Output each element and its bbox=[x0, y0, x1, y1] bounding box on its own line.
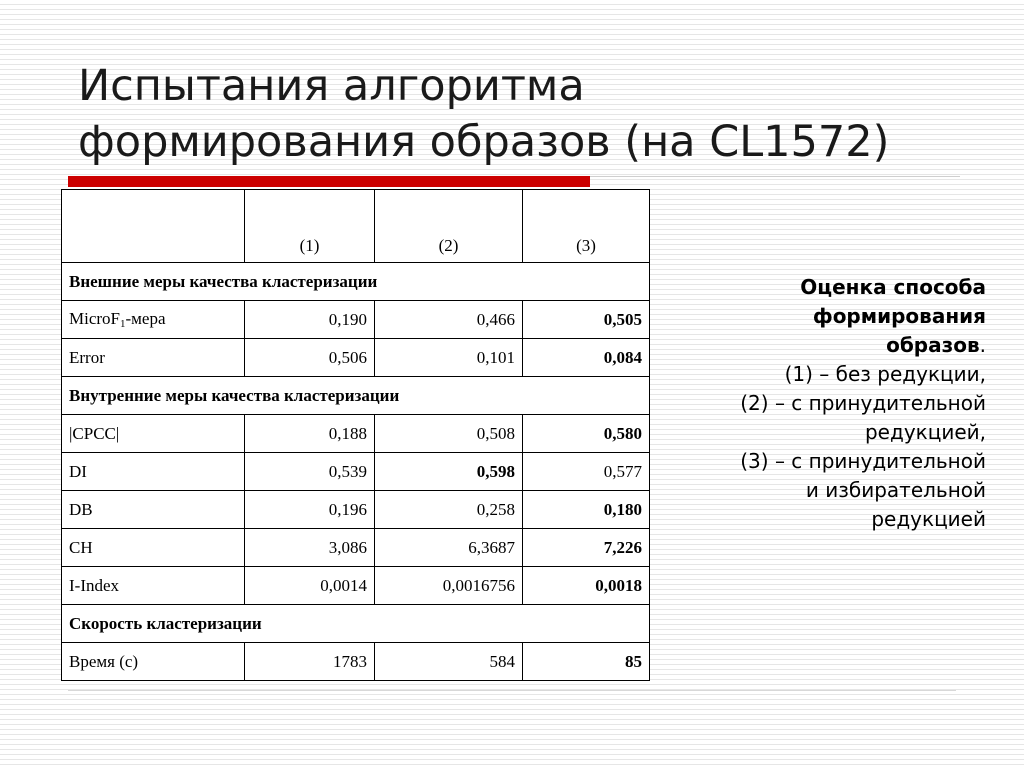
value-cell-best: 0,0018 bbox=[523, 567, 650, 605]
side-note-line: и избирательной bbox=[805, 478, 986, 502]
value-cell: 0,190 bbox=[245, 301, 375, 339]
side-note-period: . bbox=[979, 333, 986, 357]
bottom-divider bbox=[68, 690, 956, 691]
value-cell: 0,0016756 bbox=[375, 567, 523, 605]
table-row bbox=[62, 567, 650, 605]
header-cell-empty bbox=[62, 190, 245, 263]
value-cell: 0,0014 bbox=[245, 567, 375, 605]
side-note-line: редукцией bbox=[871, 507, 986, 531]
value-cell-best: 0,505 bbox=[523, 301, 650, 339]
side-note-heading-1: Оценка способа bbox=[800, 275, 986, 299]
row-label: Время (с) bbox=[62, 643, 245, 681]
value-cell: 584 bbox=[375, 643, 523, 681]
section-label: Внешние меры качества кластеризации bbox=[62, 263, 650, 301]
row-label-main: MicroF bbox=[69, 309, 120, 328]
table-row bbox=[62, 339, 650, 377]
row-label-subscript: 1 bbox=[120, 318, 126, 330]
value-cell-best: 85 bbox=[523, 643, 650, 681]
table-row bbox=[62, 491, 650, 529]
title-line-2: формирования образов (на CL1572) bbox=[78, 117, 890, 167]
value-cell-best: 0,598 bbox=[375, 453, 523, 491]
section-row-speed bbox=[62, 605, 650, 643]
table-row bbox=[62, 643, 650, 681]
value-cell: 0,508 bbox=[375, 415, 523, 453]
row-label-microf bbox=[62, 301, 245, 339]
slide-title bbox=[78, 58, 978, 170]
table-row bbox=[62, 415, 650, 453]
table-row bbox=[62, 529, 650, 567]
value-cell: 3,086 bbox=[245, 529, 375, 567]
side-note bbox=[640, 273, 986, 534]
results-table bbox=[61, 189, 650, 681]
side-note-line: (1) – без редукции, bbox=[784, 362, 986, 386]
value-cell: 0,101 bbox=[375, 339, 523, 377]
row-label: |CPCC| bbox=[62, 415, 245, 453]
side-note-heading-2: формирования bbox=[812, 304, 986, 328]
row-label: DB bbox=[62, 491, 245, 529]
table-row bbox=[62, 453, 650, 491]
value-cell: 0,466 bbox=[375, 301, 523, 339]
row-label: Error bbox=[62, 339, 245, 377]
value-cell: 1783 bbox=[245, 643, 375, 681]
value-cell-best: 0,580 bbox=[523, 415, 650, 453]
value-cell: 0,539 bbox=[245, 453, 375, 491]
header-cell-2: (2) bbox=[375, 190, 523, 263]
row-label-tail: -мера bbox=[125, 309, 166, 328]
value-cell-best: 7,226 bbox=[523, 529, 650, 567]
value-cell: 0,577 bbox=[523, 453, 650, 491]
title-divider bbox=[590, 176, 960, 177]
side-note-line: редукцией, bbox=[864, 420, 986, 444]
value-cell: 0,188 bbox=[245, 415, 375, 453]
side-note-heading-3: образов bbox=[886, 333, 980, 357]
value-cell: 0,258 bbox=[375, 491, 523, 529]
value-cell: 0,506 bbox=[245, 339, 375, 377]
header-cell-1: (1) bbox=[245, 190, 375, 263]
accent-rule bbox=[68, 176, 590, 187]
table-row bbox=[62, 301, 650, 339]
row-label: CH bbox=[62, 529, 245, 567]
value-cell-best: 0,180 bbox=[523, 491, 650, 529]
side-note-line: (3) – с принудительной bbox=[740, 449, 986, 473]
section-row-external bbox=[62, 263, 650, 301]
title-line-1: Испытания алгоритма bbox=[78, 61, 585, 111]
value-cell: 6,3687 bbox=[375, 529, 523, 567]
side-note-line: (2) – с принудительной bbox=[740, 391, 986, 415]
value-cell-best: 0,084 bbox=[523, 339, 650, 377]
header-cell-3: (3) bbox=[523, 190, 650, 263]
table-header-row bbox=[62, 190, 650, 263]
value-cell: 0,196 bbox=[245, 491, 375, 529]
side-note-heading-3-wrap bbox=[640, 331, 986, 360]
section-row-internal bbox=[62, 377, 650, 415]
row-label: I-Index bbox=[62, 567, 245, 605]
section-label: Скорость кластеризации bbox=[62, 605, 650, 643]
row-label: DI bbox=[62, 453, 245, 491]
section-label: Внутренние меры качества кластеризации bbox=[62, 377, 650, 415]
